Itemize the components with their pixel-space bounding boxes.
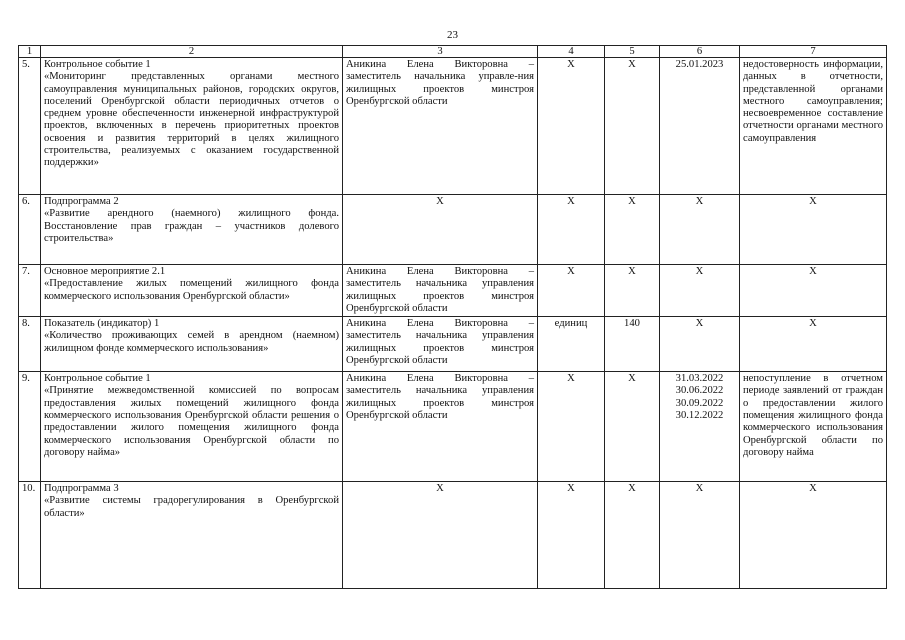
column-header: 5 [605,46,660,58]
event-name: Подпрограмма 3 «Развитие системы градорегулирования в Оренбургской области» [41,482,343,589]
event-name: Контрольное событие 1 «Принятие межведомственной комиссией по вопросам предоставления жилых помещений жилищного фонда коммерческого использования Оренбургской области решения о предоставлении жилого помещения жилищного фонда коммерческого использования Оренбургской области по договору найма» [41,372,343,482]
cell-unit: единиц [538,317,605,372]
row-number: 10. [19,482,41,589]
cell-risk: X [740,195,887,265]
column-header: 7 [740,46,887,58]
event-name: Основное мероприятие 2.1 «Предоставление жилых помещений жилищного фонда коммерческого использования Оренбургской области» [41,265,343,317]
cell-col5: X [605,58,660,195]
responsible-person: Аникина Елена Викторовна –заместитель начальника управления жилищных проектов минстроя Оренбургской области [343,372,538,482]
column-number-row [19,46,887,58]
responsible-person: X [343,195,538,265]
column-header: 3 [343,46,538,58]
cell-col4: X [538,482,605,589]
cell-col4: X [538,372,605,482]
row-number: 5. [19,58,41,195]
cell-risk: недостоверность информации, данных в отчетности, представленной органами местного самоуправления; несвоевременное составление отчетности органами местного самоуправления [740,58,887,195]
row-number: 7. [19,265,41,317]
cell-deadline: X [660,317,740,372]
row-number: 8. [19,317,41,372]
cell-risk: X [740,265,887,317]
plan-table [18,45,887,589]
table-row [19,195,887,265]
cell-col5: X [605,482,660,589]
event-name: Показатель (индикатор) 1 «Количество проживающих семей в арендном (наемном) жилищном фонде коммерческого использования» [41,317,343,372]
cell-risk: X [740,317,887,372]
table-row [19,482,887,589]
responsible-person: X [343,482,538,589]
column-header: 4 [538,46,605,58]
cell-col5: X [605,372,660,482]
responsible-person: Аникина Елена Викторовна –заместитель начальника управления жилищных проектов минстроя Оренбургской области [343,265,538,317]
table-row [19,58,887,195]
cell-deadlines: 31.03.2022 30.06.2022 30.09.2022 30.12.2022 [660,372,740,482]
responsible-person: Аникина Елена Викторовна –заместитель начальника управле-ния жилищных проектов минстроя Оренбургской области [343,58,538,195]
cell-col4: X [538,195,605,265]
column-header: 1 [19,46,41,58]
cell-col4: X [538,265,605,317]
table-row [19,372,887,482]
table-row [19,265,887,317]
event-name: Подпрограмма 2 «Развитие арендного (наемного) жилищного фонда. Восстановление прав граждан – участников долевого строительства» [41,195,343,265]
row-number: 9. [19,372,41,482]
cell-deadline: X [660,265,740,317]
cell-value: 140 [605,317,660,372]
cell-col5: X [605,195,660,265]
cell-col5: X [605,265,660,317]
column-header: 6 [660,46,740,58]
column-header: 2 [41,46,343,58]
cell-deadline: 25.01.2023 [660,58,740,195]
cell-risk: X [740,482,887,589]
cell-deadline: X [660,482,740,589]
cell-deadline: X [660,195,740,265]
cell-col4: X [538,58,605,195]
page-number: 23 [447,29,458,41]
cell-risk: непоступление в отчетном периоде заявлений от граждан о предоставлении жилого помещения жилищного фонда коммерческого использования Оренбургской области по договору найма [740,372,887,482]
responsible-person: Аникина Елена Викторовна –заместитель начальника управления жилищных проектов минстроя Оренбургской области [343,317,538,372]
event-name: Контрольное событие 1 «Мониторинг представленных органами местного самоуправления муниципальных районов, городских округов, поселений Оренбургской области периодичных отчетов о среднем уровне обеспеченности инженерной инфраструктурой проектов, включенных в перечень приоритетных проектов освоения и развития территорий в целях жилищного строительства, реализуемых с оказанием государственной поддержки» [41,58,343,195]
row-number: 6. [19,195,41,265]
table-row [19,317,887,372]
